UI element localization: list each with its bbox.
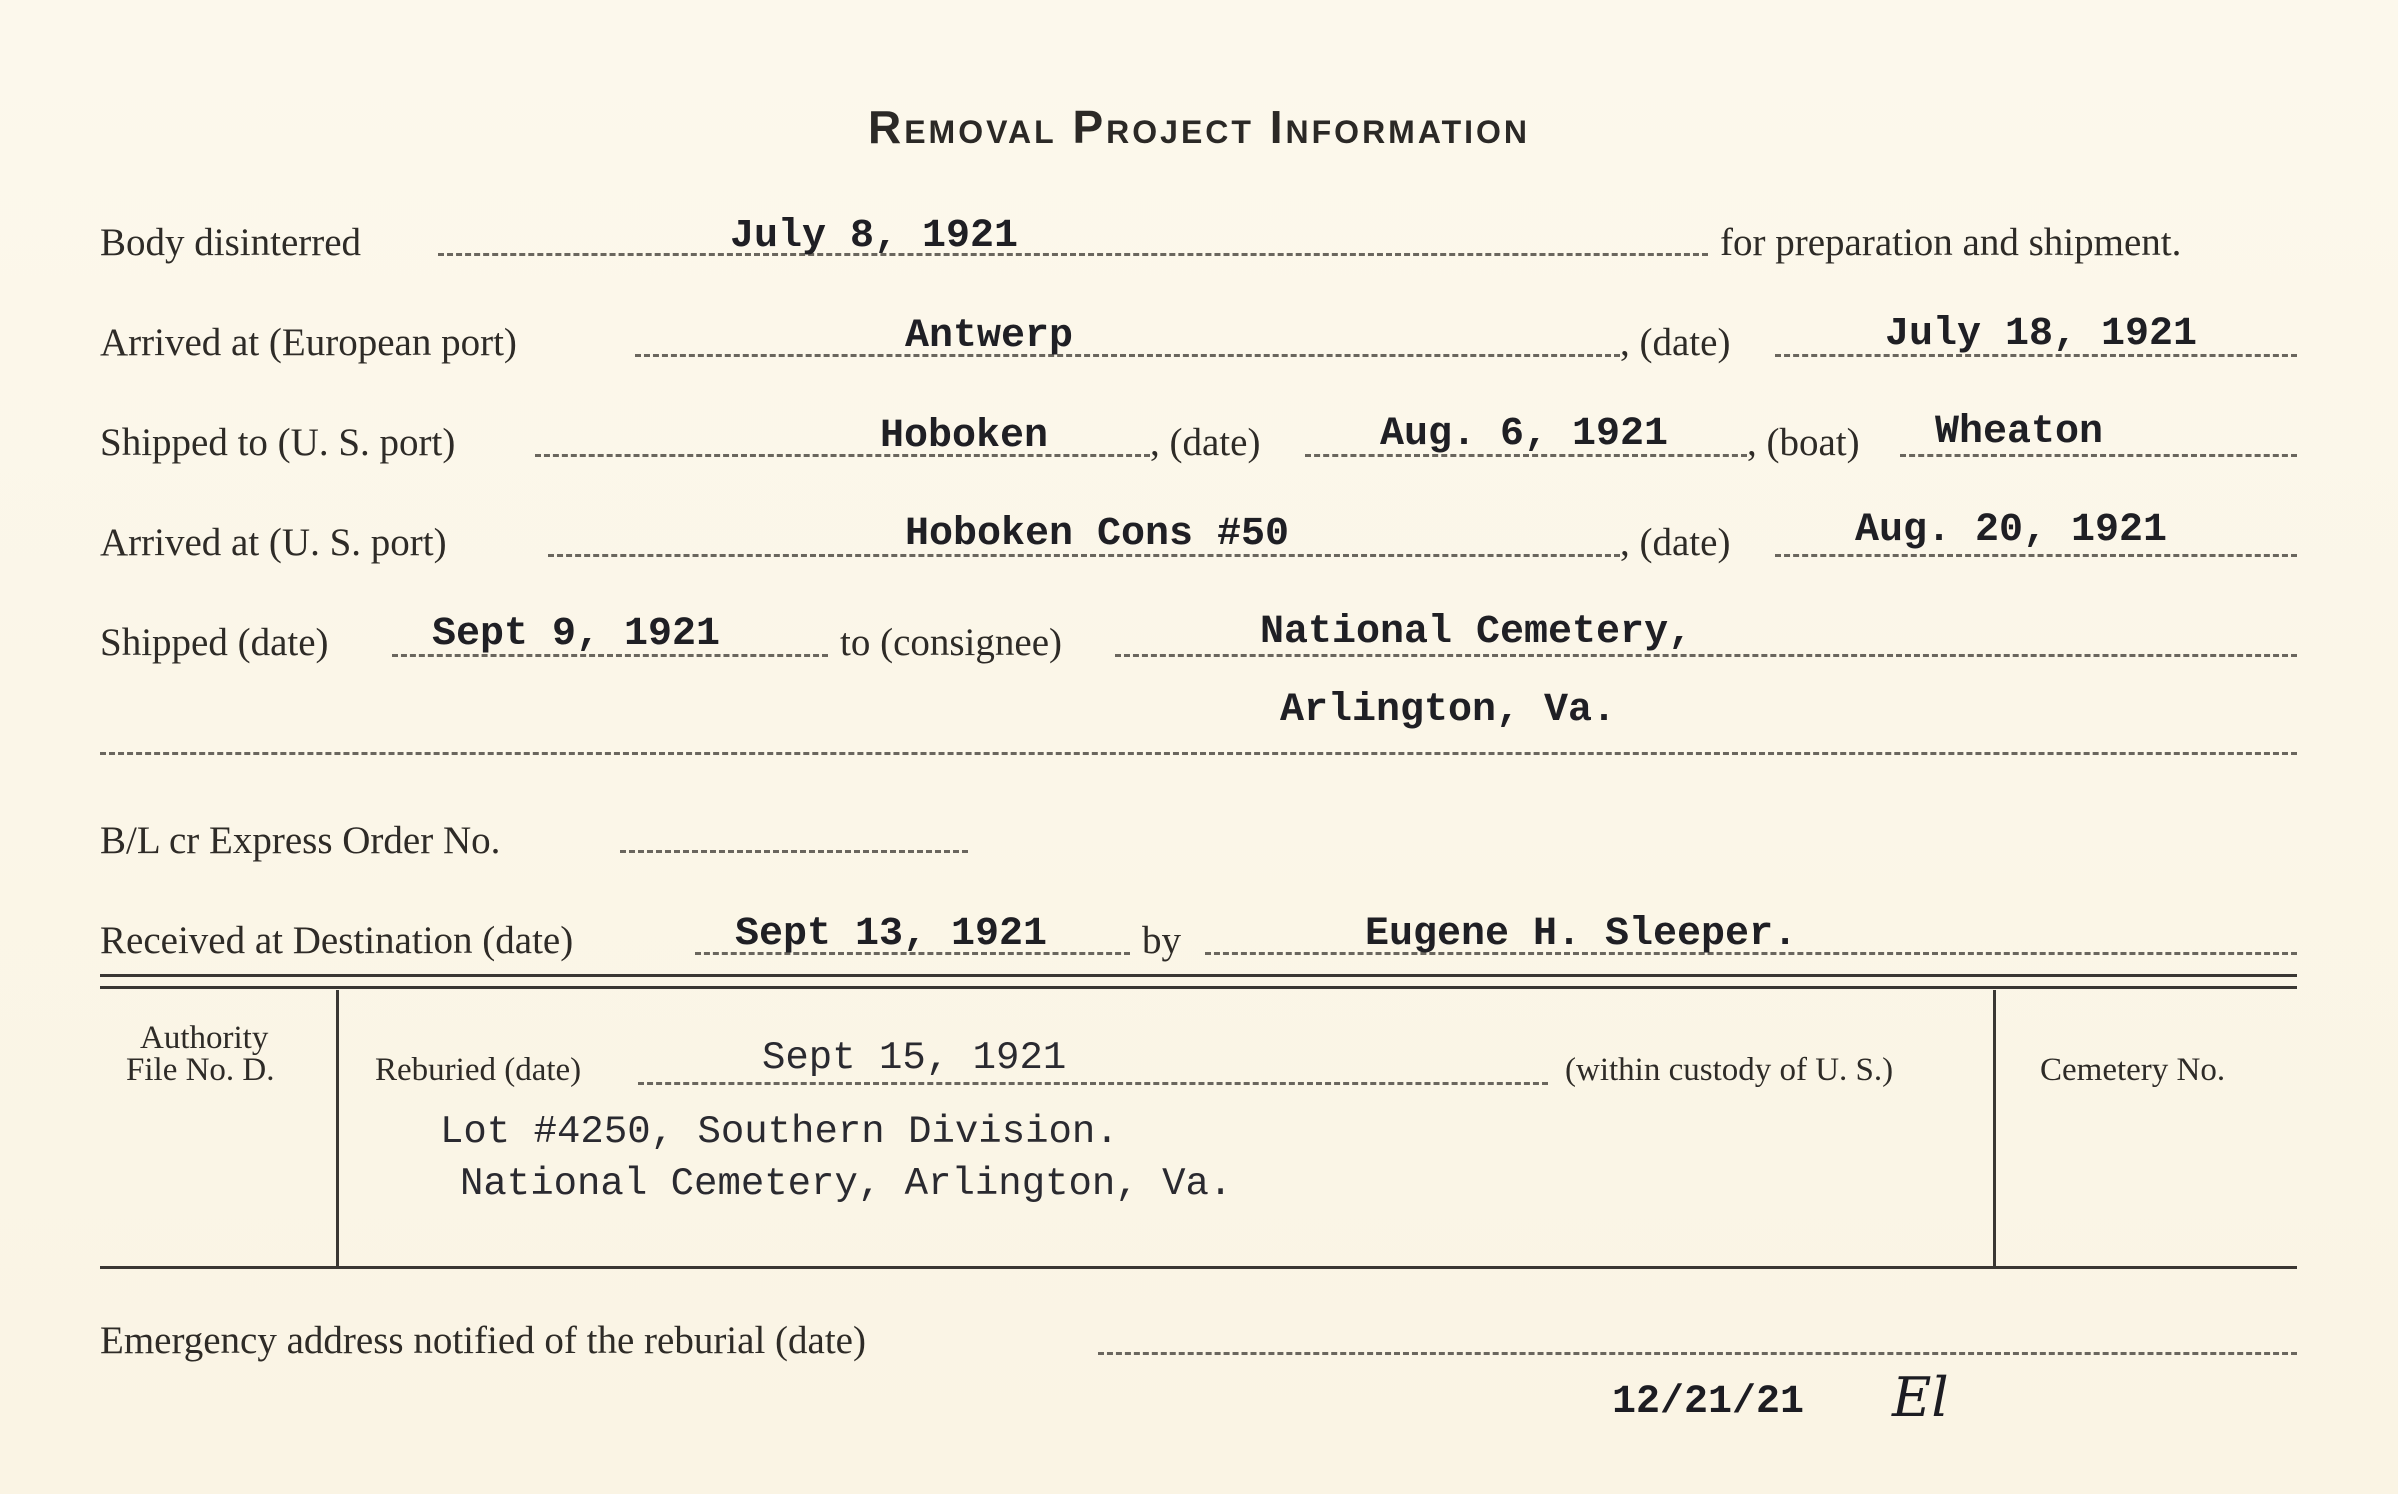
reburied-date-label: Reburied (date) bbox=[375, 1052, 582, 1088]
box-top-rule-1 bbox=[100, 974, 2297, 977]
shipped-date-label: Shipped (date) bbox=[100, 621, 329, 664]
consignee-label: to (consignee) bbox=[840, 621, 1063, 664]
reburied-date-value: Sept 15, 1921 bbox=[762, 1036, 1067, 1080]
consignee-line-2: Arlington, Va. bbox=[1280, 688, 1617, 733]
boat-value: Wheaton bbox=[1935, 410, 2104, 455]
us-port-shipped-date: Aug. 6, 1921 bbox=[1380, 412, 1669, 457]
bl-express-order-line bbox=[620, 850, 968, 853]
notification-date-stamp: 12/21/21 bbox=[1612, 1380, 1805, 1425]
received-by-name: Eugene H. Sleeper. bbox=[1365, 912, 1798, 957]
body-disinterred-label: Body disinterred bbox=[100, 221, 362, 264]
custody-label: (within custody of U. S.) bbox=[1565, 1052, 1894, 1088]
us-arrival-date-line bbox=[1775, 554, 2297, 557]
reburied-date-line bbox=[638, 1082, 1548, 1085]
card-title: Removal Project Information bbox=[867, 101, 1531, 153]
preparation-shipment-label: for preparation and shipment. bbox=[1720, 221, 2182, 264]
reburial-location-line-2: National Cemetery, Arlington, Va. bbox=[460, 1162, 1233, 1206]
body-disinterred-line bbox=[438, 253, 1708, 256]
emergency-address-label: Emergency address notified of the reburial (date) bbox=[100, 1319, 866, 1362]
box-divider-left bbox=[336, 990, 339, 1266]
cemetery-number-label: Cemetery No. bbox=[2040, 1052, 2226, 1088]
us-port-shipped-value: Hoboken bbox=[880, 414, 1049, 459]
reburial-location-line-1: Lot #4250, Southern Division. bbox=[440, 1110, 1119, 1154]
european-port-value: Antwerp bbox=[905, 314, 1074, 359]
clerk-initials: El bbox=[1892, 1366, 1949, 1429]
us-port-shipped-label: Shipped to (U. S. port) bbox=[100, 421, 456, 464]
box-top-rule-2 bbox=[100, 986, 2297, 989]
us-port-arrived-value: Hoboken Cons #50 bbox=[905, 512, 1290, 557]
us-arrival-date-label: , (date) bbox=[1620, 521, 1731, 564]
received-destination-date: Sept 13, 1921 bbox=[735, 912, 1048, 957]
bl-express-order-label: B/L cr Express Order No. bbox=[100, 819, 501, 862]
us-port-shipped-line bbox=[535, 454, 1150, 457]
box-bottom-rule bbox=[100, 1266, 2297, 1269]
consignee-extra-line bbox=[100, 752, 2297, 755]
received-destination-label: Received at Destination (date) bbox=[100, 919, 574, 962]
authority-label-2: File No. D. bbox=[126, 1052, 275, 1088]
emergency-address-line bbox=[1098, 1352, 2297, 1355]
body-disinterred-date: July 8, 1921 bbox=[730, 214, 1019, 259]
us-port-arrived-date: Aug. 20, 1921 bbox=[1855, 508, 2168, 553]
received-by-label: by bbox=[1142, 919, 1181, 962]
european-port-line bbox=[635, 354, 1620, 357]
box-divider-right bbox=[1993, 990, 1996, 1266]
us-port-arrived-label: Arrived at (U. S. port) bbox=[100, 521, 447, 564]
consignee-line-1: National Cemetery, bbox=[1260, 610, 1693, 655]
european-port-label: Arrived at (European port) bbox=[100, 321, 517, 364]
european-date-label: , (date) bbox=[1620, 321, 1731, 364]
authority-label-1: Authority bbox=[140, 1020, 269, 1056]
us-port-date-label: , (date) bbox=[1150, 421, 1261, 464]
european-port-date: July 18, 1921 bbox=[1885, 312, 2198, 357]
shipped-date-value: Sept 9, 1921 bbox=[432, 612, 721, 657]
boat-label: , (boat) bbox=[1747, 421, 1860, 464]
